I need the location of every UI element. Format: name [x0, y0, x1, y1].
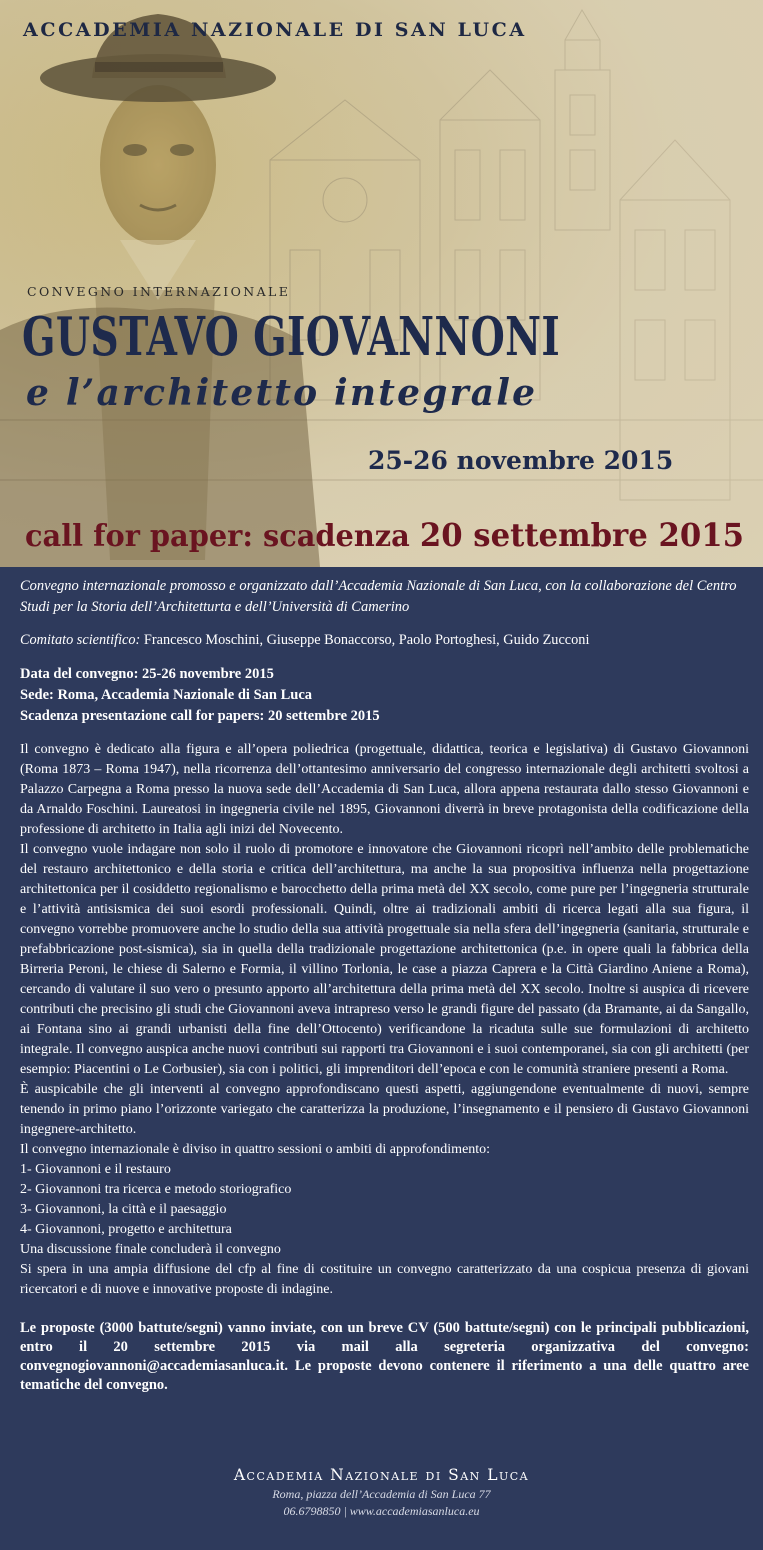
conference-title: GUSTAVO GIOVANNONI	[22, 306, 561, 368]
session-item: 4- Giovannoni, progetto e architettura	[20, 1222, 232, 1237]
academy-name: ACCADEMIA NAZIONALE DI SAN LUCA	[23, 19, 527, 41]
session-item: 3- Giovannoni, la città e il paesaggio	[20, 1202, 227, 1217]
cfp-date: 20 settembre 2015	[419, 516, 744, 554]
committee-names: Francesco Moschini, Giuseppe Bonaccorso, Paolo Portoghesi, Guido Zucconi	[143, 632, 590, 648]
intro-text: Convegno internazionale promosso e organizzato dall’Accademia Nazionale di San Luca, con la collaborazione del Centro Studi per la Storia dell’Architetturta e dell’Università di Camerino	[20, 578, 737, 615]
fact-venue: Sede: Roma, Accademia Nazionale di San Luca	[20, 687, 313, 703]
hope-paragraph: Si spera in una ampia diffusione del cfp al fine di costituire un convegno caratterizzato da una cospicua presenza di giovani ricercatori e di nuove e innovative proposte di indagine.	[20, 1262, 749, 1297]
committee-label: Comitato scientifico:	[20, 632, 141, 648]
cfp-prefix: call for paper: scadenza	[25, 519, 410, 554]
call-for-paper-deadline	[25, 516, 744, 554]
details-panel	[0, 567, 763, 1550]
session-item: 2- Giovannoni tra ricerca e metodo storiografico	[20, 1182, 292, 1197]
conference-kicker: CONVEGNO INTERNAZIONALE	[27, 284, 291, 299]
header-banner	[0, 0, 763, 567]
key-facts	[20, 664, 749, 727]
description-paragraph: È auspicabile che gli interventi al convegno approfondiscano questi aspetti, aggiungendone eventualmente di nuovi, sempre tenendo in primo piano l’orizzonte variegato che caratterizza la produzione, l’insegnamento e il pensiero di Gustavo Giovannoni ingegnere-architetto.	[20, 1082, 749, 1137]
description-paragraph: Il convegno è dedicato alla figura e all’opera poliedrica (progettuale, didattica, teorica e legislativa) di Gustavo Giovannoni (Roma 1873 – Roma 1947), nella ricorrenza dell’ottantesimo anniversario del congresso internazionale degli architetti svoltosi a Palazzo Carpegna a Roma presso la nuova sede dell’Accademia di San Luca, allora appena restaurata dallo stesso Giovannoni e da Arnaldo Foschini. Laureatosi in ingegneria civile nel 1895, Giovannoni diverrà in breve protagonista della codificazione della professione di architetto in Italia agli inizi del Novecento.	[20, 742, 749, 837]
footer-academy-name: Accademia Nazionale di San Luca	[233, 1466, 530, 1484]
footer-address: Roma, piazza dell’Accademia di San Luca 77	[272, 1487, 491, 1501]
conference-subtitle: e l’architetto integrale	[26, 372, 538, 414]
footer	[0, 1466, 763, 1519]
footer-contact[interactable]: 06.6798850 | www.accademiasanluca.eu	[283, 1504, 480, 1518]
sessions-intro: Il convegno internazionale è diviso in quattro sessioni o ambiti di approfondimento:	[20, 1142, 491, 1157]
conference-dates: 25-26 novembre 2015	[368, 446, 674, 475]
submission-instructions: Le proposte (3000 battute/segni) vanno inviate, con un breve CV (500 battute/segni) con le principali pubblicazioni, entro il 20 settembre 2015 via mail alla segreteria organizzativa del convegno: convegnogiovannoni@accademiasanluca.it. Le proposte devono contenere il riferimento a una delle quattro aree tematiche del convegno.	[20, 1320, 749, 1393]
description-paragraph: Il convegno vuole indagare non solo il ruolo di promotore e innovatore che Giovannoni ricoprì nell’ambito delle problematiche del restauro architettonico e della storia e critica dell’architettura, ma anche la sua propositiva influenza nella progettazione architettonica per il cosiddetto regionalismo e barocchetto della prima metà del XX secolo, come pure per l’ingegneria strutturale e l’attività antisismica dei suoi esordi professionali. Quindi, oltre ai tradizionali ambiti di ricerca legati alla sua figura, il convegno vorrebbe promuovere anche lo studio della sua attività progettuale sia nella sfera dell’ingegneria (sanitaria, strutturale e prefabbricazione post-sismica), sia in quella della tradizionale progettazione architettonica (p.e. in opere quali la fabbrica della Birreria Peroni, le chiese di Salerno e Formia, il villino Torlonia, le case a piazza Caprera e la Città Giardino Aniene a Roma), cercando di valutare il suo vero o presunto apporto all’architettura della prima metà del XX secolo. Inoltre si auspica di ricevere contributi che precisino gli studi che Giovannoni aveva intrapreso verso le grandi figure del passato (da Bramante, ai da Sangallo, ai Fontana sino ai grandi urbanisti della fine dell’Ottocento) verificandone la ricaduta sulle sue formulazioni di architetto integrale. Il convegno auspica anche nuovi contributi sui rapporti tra Giovannoni e i suoi contemporanei, sia con gli architetti (per esempio: Piacentini o Le Corbusier), sia con i politici, gli imprenditori dell’epoca e con le comunità straniere presenti a Roma.	[20, 842, 749, 1077]
description	[20, 740, 749, 1300]
session-item: 1- Giovannoni e il restauro	[20, 1162, 171, 1177]
scientific-committee	[20, 630, 749, 651]
fact-date: Data del convegno: 25-26 novembre 2015	[20, 666, 274, 682]
fact-deadline: Scadenza presentazione call for papers: 20 settembre 2015	[20, 708, 380, 724]
closing-line: Una discussione finale concluderà il convegno	[20, 1242, 281, 1257]
